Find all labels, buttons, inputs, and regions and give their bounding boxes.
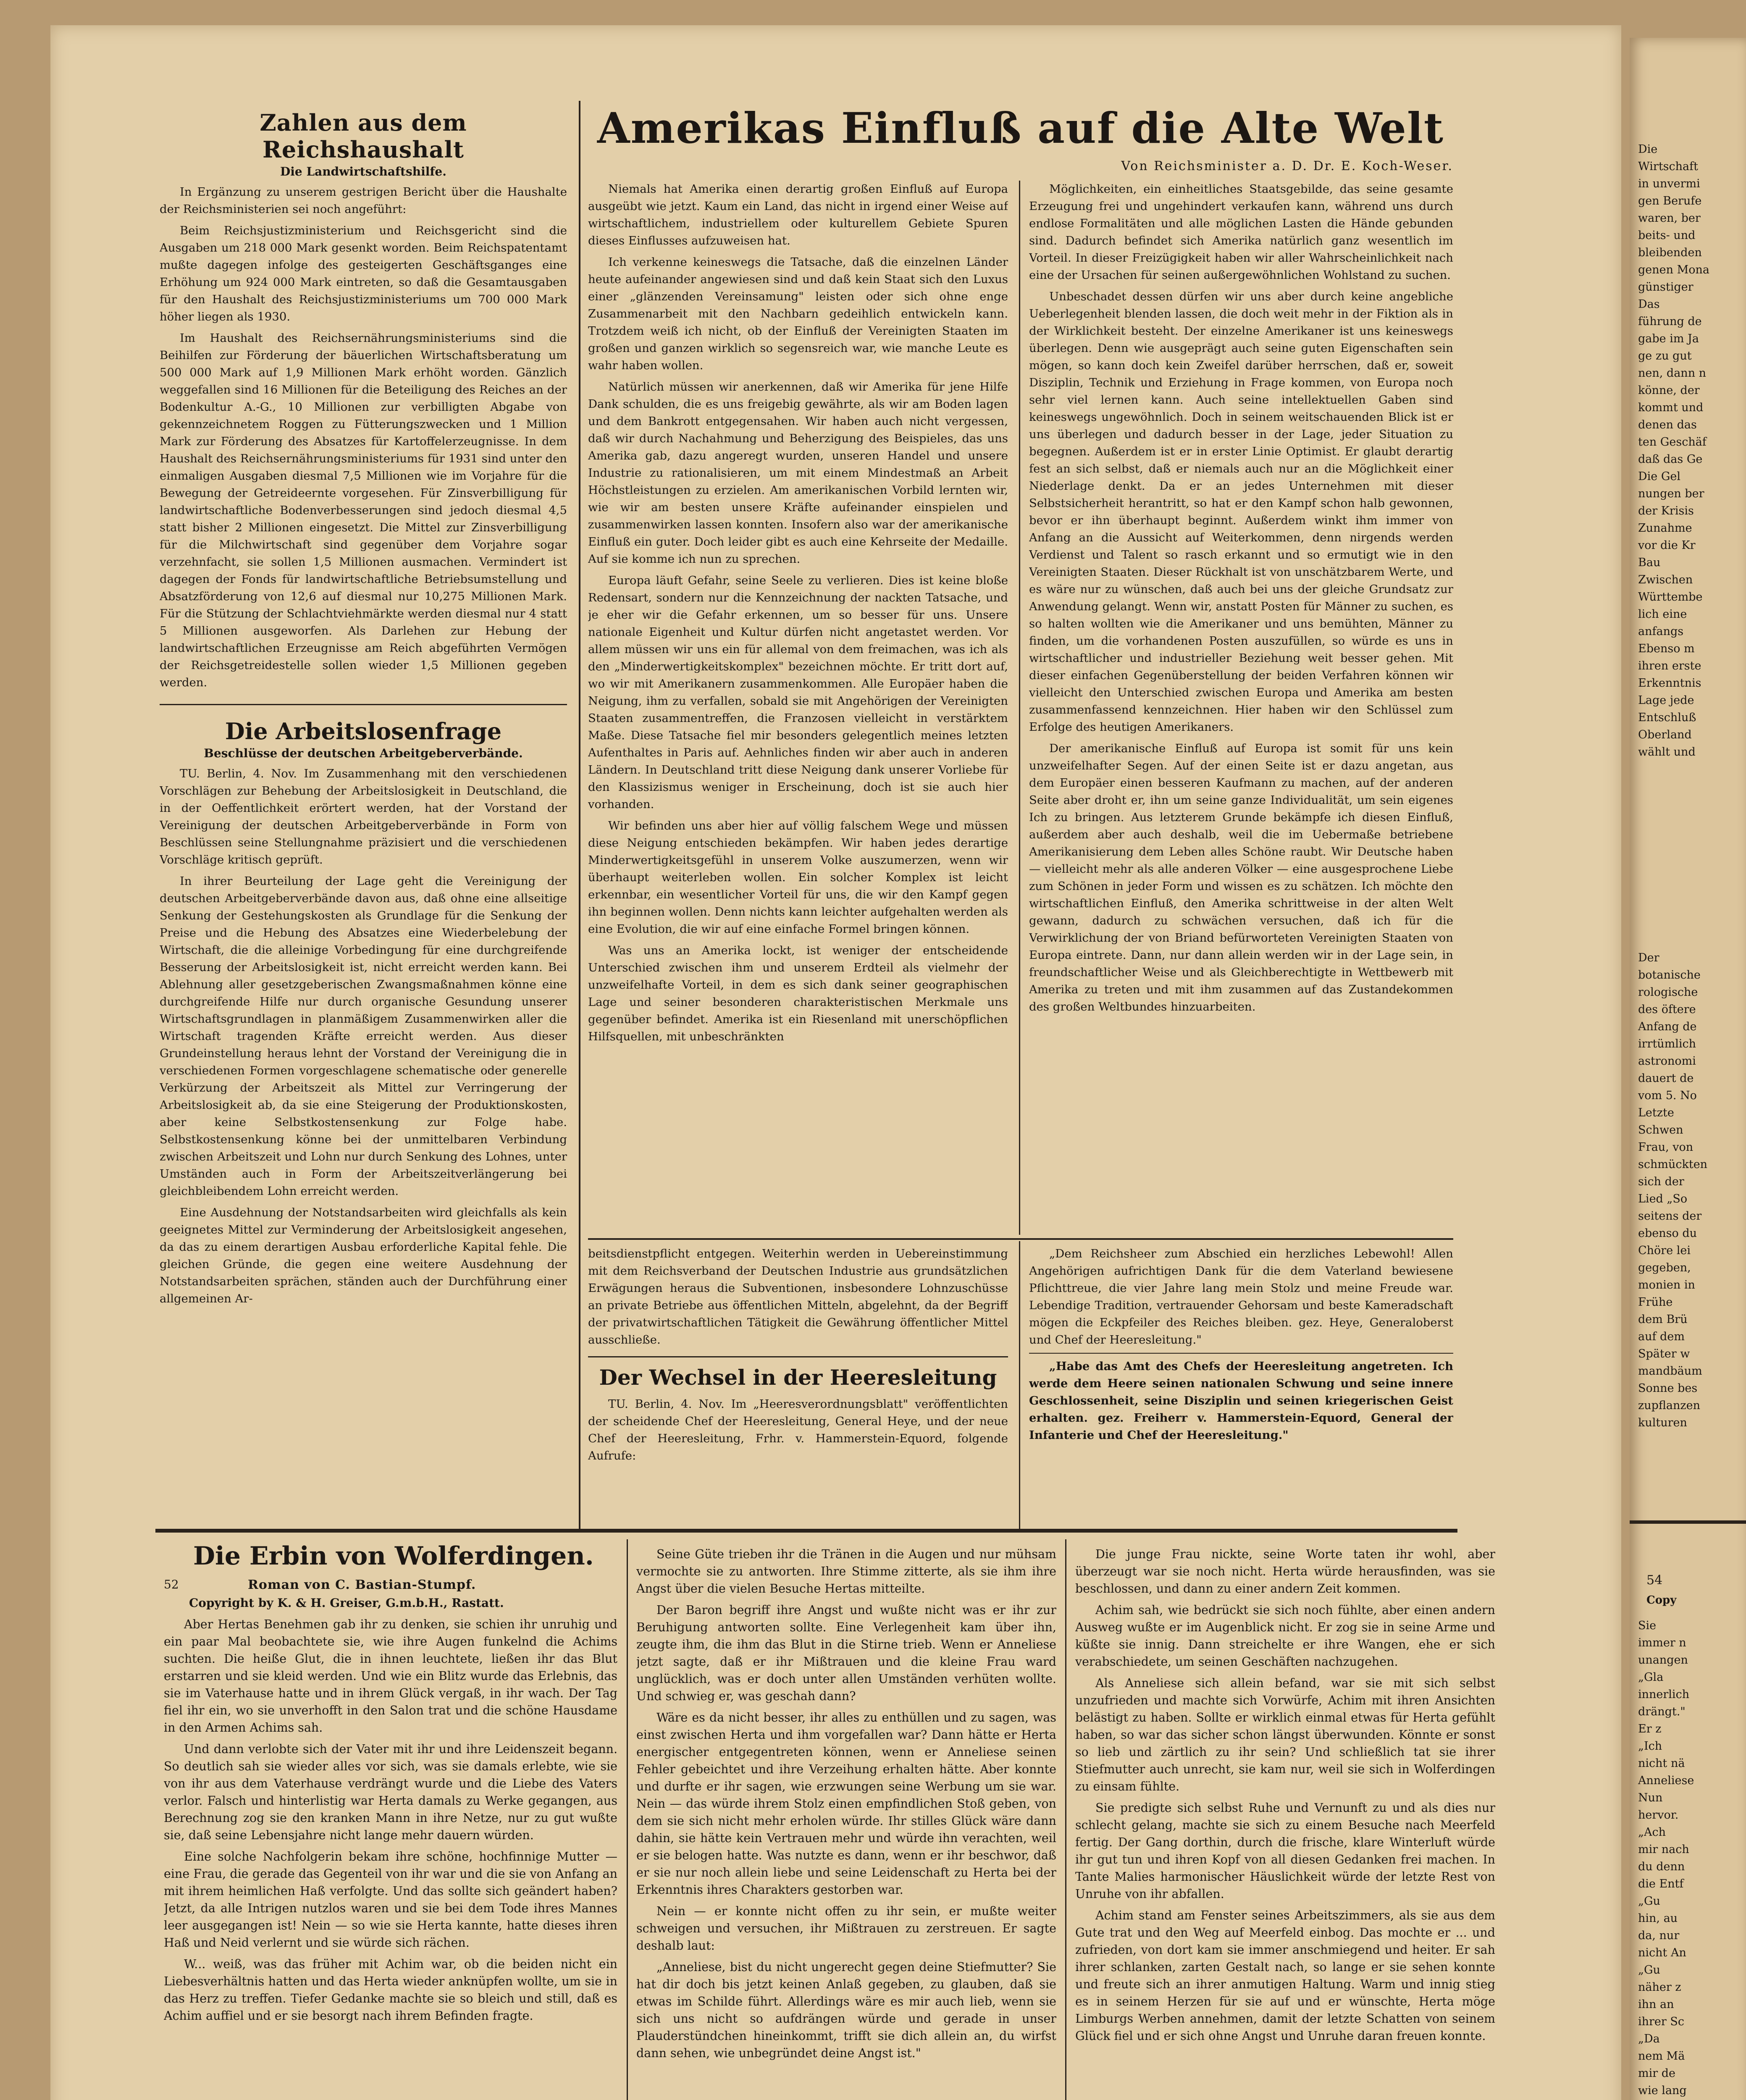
facing-page-line: dauert de (1638, 1072, 1694, 1085)
facing-page-line: ihren erste (1638, 659, 1701, 672)
paragraph: Beim Reichsjustizministerium und Reichsgericht sind die Ausgaben um 218 000 Mark gesenkt worden. Beim Reichspatentamt mußte dagegen infolge des gesteigerten Geschäftsganges eine Erhöhung um 924 000 Mark eintreten, so daß die Gesamtausgaben für den Haushalt des Reichsjustizministeriums um 700 000 Mark höher liegen als 1930. (160, 224, 567, 323)
paragraph: In Ergänzung zu unserem gestrigen Bericht über die Haushalte der Reichsministerien sei noch angeführt: (160, 185, 567, 216)
facing-page-line: vom 5. No (1638, 1089, 1697, 1102)
facing-page-line: gabe im Ja (1638, 332, 1699, 345)
roman-author: Roman von C. Bastian-Stumpf. (248, 1578, 476, 1592)
headline-amerikas-einfluss: Amerikas Einfluß auf die Alte Welt (597, 103, 1444, 153)
quote-heye: „Dem Reichsheer zum Abschied ein herzliches Lebewohl! Allen Angehörigen aufrichtigen Dank für die dem Vaterland bewiesene Pflichttreue, die vier Jahre lang mein Stolz und meine Freude war. Lebendige Tradition, vertrauender Gehorsam und beste Kameradschaft mögen die Eckpfeiler des Reiches bleiben. gez. Heye, Generaloberst und Chef der Heeresleitung." (1029, 1247, 1453, 1347)
column-rule (579, 101, 580, 1529)
facing-page-line: immer n (1638, 1636, 1686, 1649)
facing-page-text-bottom (1638, 1617, 1694, 2100)
facing-page-line: Er z (1638, 1722, 1662, 1735)
facing-page-line: Württembe (1638, 591, 1703, 604)
facing-page-line: „Ach (1638, 1826, 1666, 1839)
paragraph: Niemals hat Amerika einen derartig großen Einfluß auf Europa ausgeübt wie jetzt. Kaum ein Land, das nicht in irgend einer Weise auf wirtschaftlichem, industriellem oder kulturellem Gebiete Spuren dieses Einflusses aufzuweisen hat. (588, 182, 1008, 247)
roman-column-1 (164, 1541, 617, 2100)
paragraph: Sie predigte sich selbst Ruhe und Vernunft zu und als dies nur schlecht gelang, machte sie sich zu einem Besuche nach Meerfeld fertig. Der Gang dorthin, durch die frische, klare Winterluft würde ihr gut tun und ihren Kopf von all diesen Gedanken frei machen. In Tante Malies harmonischer Häuslichkeit würde der letzte Rest von Unruhe von ihr abfallen. (1075, 1801, 1495, 1901)
facing-page-line: seitens der (1638, 1210, 1702, 1223)
paragraph: In ihrer Beurteilung der Lage geht die Vereinigung der deutschen Arbeitgeberverbände davon aus, daß ohne eine allseitige Senkung der Gestehungskosten als Grundlage für die Senkung der Preise und die Hebung des Absatzes eine Wiederbelebung der Wirtschaft, die die alleinige Vorbedingung für eine durchgreifende Besserung der Arbeitslosigkeit ist, nicht erreicht werden kann. Bei Ablehnung aller gesetzgeberischen Zwangsmaßnahmen könne eine durchgreifende Hilfe nur durch organische Gesundung unserer Wirtschaftsgrundlagen in planmäßigem Zusammenwirken aller die Wirtschaft tragenden Kräfte erreicht werden. Aus dieser Grundeinstellung heraus lehnt der Vorstand der Vereinigung die in verschiedenen Formen vorgeschlagene schematische oder generelle Verkürzung der Arbeitszeit als Mittel zur Verringerung der Arbeitslosigkeit ab, da sie eine Steigerung der Produktionskosten, aber keine Selbstkostensenkung zur Folge habe. Selbstkostensenkung könne bei der unmittelbaren Verbindung zwischen Arbeitszeit und Lohn nur durch Senkung des Lohnes, unter Umständen auch in Form der Arbeitszeitverlängerung bei gleichbleibendem Lohn erreicht werden. (160, 874, 567, 1198)
article-end-rule (588, 1238, 1453, 1240)
column-aufrufe (1029, 1245, 1453, 1531)
facing-page-line: beits- und (1638, 229, 1696, 242)
column-rule (1019, 181, 1020, 1235)
facing-page-line: Zwischen (1638, 573, 1693, 586)
facing-page-line: Bau (1638, 556, 1661, 569)
roman-title: Die Erbin von Wolferdingen. (193, 1541, 594, 1571)
facing-page-line: monien in (1638, 1278, 1695, 1292)
facing-page-line: Entschluß (1638, 711, 1696, 724)
paragraph: Achim stand am Fenster seines Arbeitszimmers, als sie aus dem Gute trat und den Weg auf Meerfeld einbog. Das mochte er ... und zufrieden, von dort kam sie immer anschmiegend und heiter. Er sah ihrer schlanken, zarten Gestalt nach, so lange er sie sehen konnte und freute sich an ihrer anmutigen Haltung. Warm und innig stieg es in seinem Herzen für sie auf und er wünschte, Herta möge Limburgs Werben annehmen, damit der letzte Schatten von seinem Glück fiel und er sich ohne Angst und Unruhe daran freuen konnte. (1075, 1908, 1495, 2043)
facing-page (1630, 38, 1746, 2100)
facing-page-line: astronomi (1638, 1055, 1696, 1068)
quote-hammerstein: „Habe das Amt des Chefs der Heeresleitung angetreten. Ich werde dem Heere seinen nationalen Schwung und seine innere Geschlossenheit, seine Disziplin und seinen kriegerischen Geist erhalten. gez. Freiherr v. Hammerstein-Equord, General der Infanterie und Chef der Heeresleitung." (1029, 1360, 1453, 1442)
facing-page-line: genen Mona (1638, 263, 1709, 276)
facing-page-line: rologische (1638, 986, 1698, 999)
facing-page-line: kulturen (1638, 1416, 1687, 1429)
paragraph: „Anneliese, bist du nicht ungerecht gegen deine Stiefmutter? Sie hat dir doch bis jetzt keinen Anlaß gegeben, zu glauben, daß sie etwas im Schilde führt. Allerdings wäre es mir auch lieb, wenn sie sich uns nicht so aufdrängen würde und gerade in unser Plauderstündchen hineinkommt, trifft sie dich allein an, du wirfst dann sehen, wie unbegründet deine Angst ist." (636, 1960, 1056, 2060)
facing-page-line: hervor. (1638, 1809, 1679, 1822)
roman-copyright: Copyright by K. & H. Greiser, G.m.b.H., Rastatt. (189, 1596, 504, 1610)
facing-page-line: vor die Kr (1638, 539, 1696, 552)
facing-page-line: mir nach (1638, 1843, 1689, 1856)
feuilleton-rule (155, 1529, 1457, 1533)
facing-page-text-middle (1638, 949, 1707, 1431)
facing-page-line: hin, au (1638, 1912, 1678, 1925)
facing-page-line: nem Mä (1638, 2050, 1685, 2063)
column-continuation (588, 1245, 1008, 1531)
facing-page-line: bleibenden (1638, 246, 1702, 259)
facing-page-line: ebenso du (1638, 1227, 1697, 1240)
headline-reichshaushalt: Zahlen aus dem Reichshaushalt (260, 109, 467, 163)
paragraph: Der amerikanische Einfluß auf Europa ist somit für uns kein unzweifelhafter Segen. Auf der einen Seite ist er dazu angetan, aus dem Europäer einen besseren Kaufmann zu machen, auf der anderen Seite aber droht er, ihn um seine ganze Individualität, um sein eigenes Ich zu bringen. Aus letzterem Grunde bekämpfe ich diesen Einfluß, außerdem aber auch deshalb, weil die im Uebermaße betriebene Amerikanisierung dem Leben alles Schöne raubt. Wir Deutsche haben — vielleicht mehr als alle anderen Völker — eine ausgesprochene Liebe zum Schönen in jeder Form und wissen es zu schätzen. Ich möchte den wirtschaftlichen Einfluß, den Amerika schrittweise in der alten Welt gewann, dadurch zu schwächen versuchen, daß ich für die Verwirklichung der von Briand befürworteten Vereinigten Staaten von Europa eintrete. Dann, nur dann allein werden wir in der Lage sein, in freundschaftlicher Weise und als Gleichberechtigte in Wettbewerb mit Amerika zu treten und mit ihm zusammen auf das Zustandekommen des großen Weltbundes hinzuarbeiten. (1029, 742, 1453, 1013)
facing-page-line: innerlich (1638, 1688, 1690, 1701)
facing-page-line: der Krisis (1638, 504, 1694, 517)
facing-page-line: „Gu (1638, 1964, 1660, 1977)
facing-page-line: Der (1638, 951, 1659, 964)
facing-page-line: Schwen (1638, 1124, 1683, 1137)
facing-page-line: Wirtschaft (1638, 160, 1698, 173)
roman-installment-number: 52 (164, 1578, 179, 1591)
facing-page-line: botanische (1638, 969, 1701, 982)
facing-page-line: „Gu (1638, 1895, 1660, 1908)
facing-page-line: auf dem (1638, 1330, 1685, 1343)
facing-page-line: ten Geschäf (1638, 436, 1707, 449)
facing-page-line: nicht An (1638, 1946, 1686, 1959)
facing-page-line: dem Brü (1638, 1313, 1688, 1326)
facing-page-line: ihn an (1638, 1998, 1674, 2011)
subheadline-arbeitgeberverbaende: Beschlüsse der deutschen Arbeitgeberverbände. (204, 746, 523, 760)
facing-page-line: nicht nä (1638, 1757, 1685, 1770)
article-column-left (588, 181, 1008, 1231)
facing-page-line: zupflanzen (1638, 1399, 1700, 1412)
facing-page-line: Lied „So (1638, 1192, 1688, 1205)
facing-page-line: gen Berufe (1638, 194, 1702, 207)
paragraph: Was uns an Amerika lockt, ist weniger der entscheidende Unterschied zwischen ihm und unserem Erdteil als vielmehr der unzweifelhafte Vorteil, in dem es sich dank seiner geographischen Lage und seiner besonderen charakteristischen Merkmale uns gegenüber befindet. Amerika ist ein Riesenland mit unerschöpflichen Hilfsquellen, mit unbeschränkten (588, 944, 1008, 1043)
paragraph: Und dann verlobte sich der Vater mit ihr und ihre Leidenszeit begann. So deutlich sah sie wieder alles vor sich, was sie damals erlebte, wie sie von ihr aus dem Vaterhause verdrängt wurde und die Liebe des Vaters verlor. Falsch und hinterlistig war Herta damals zu Werke gegangen, aus Berechnung zog sie den kranken Mann in ihre Netze, nur zu gut wußte sie, daß seine Lebensjahre nicht lange mehr dauern würden. (164, 1742, 617, 1842)
facing-page-line: anfangs (1638, 625, 1684, 638)
paragraph: Europa läuft Gefahr, seine Seele zu verlieren. Dies ist keine bloße Redensart, sondern nur die Kennzeichnung der nackten Tatsache, und je eher wir die Gefahr erkennen, um so besser für uns. Unsere nationale Eigenheit und Kultur dürfen nicht angetastet werden. Vor allem müssen wir uns ein für allemal von dem freimachen, was ich als den „Minderwertigkeitskomplex" bezeichnen möchte. Er tritt dort auf, wo wir mit Amerikanern zusammenkommen. Alle Europäer haben die Neigung, ihm zu verfallen, sobald sie mit Angehörigen der Vereinigten Staaten zusammentreffen, die Franzosen vielleicht in verstärktem Maße. Diese Tatsache fiel mir besonders gelegentlich meines letzten Aufenthaltes in Paris auf. Aehnliches finden wir aber auch in anderen Ländern. In Deutschland tritt diese Neigung dank unserer Vorliebe für den Klassizismus weniger in Erscheinung, doch ist sie auch hier vorhanden. (588, 574, 1008, 811)
headline-heeresleitung: Der Wechsel in der Heeresleitung (599, 1365, 997, 1390)
facing-page-line: daß das Ge (1638, 453, 1703, 466)
column-rule (1019, 1241, 1020, 1531)
paragraph: Der Baron begriff ihre Angst und wußte nicht was er ihr zur Beruhigung antworten sollte. Eine Verlegenheit kam über ihn, zeugte ihm, die ihm das Blut in die Stirne trieb. Wenn er Anneliese jetzt sagte, daß er ihr Mißtrauen und die kleine Frau ward unglücklich, was er doch unter allen Umständen verhüten wollte. Und schwieg er, was geschah dann? (636, 1603, 1056, 1703)
facing-page-line: könne, der (1638, 384, 1700, 397)
facing-page-line: sich der (1638, 1175, 1684, 1188)
facing-page-line: näher z (1638, 1981, 1681, 1994)
facing-page-line: wählt und (1638, 746, 1696, 759)
facing-page-line: in unvermi (1638, 177, 1700, 190)
facing-page-line: Die (1638, 143, 1658, 156)
facing-page-line: ihrer Sc (1638, 2015, 1685, 2028)
roman-column-2 (636, 1546, 1056, 2100)
facing-page-line: Die Gel (1638, 470, 1681, 483)
paragraph: Nein — er konnte nicht offen zu ihr sein, er mußte weiter schweigen und versuchen, ihr Mißtrauen zu zerstreuen. Er sagte deshalb laut: (636, 1904, 1056, 1953)
facing-page-line: „Gla (1638, 1671, 1664, 1684)
column-rule (627, 1539, 628, 2100)
paragraph: Wäre es da nicht besser, ihr alles zu enthüllen und zu sagen, was einst zwischen Herta und ihm vorgefallen war? Dann hätte er Herta energischer entgegentreten können, wenn er Anneliese seinen Fehler gebeichtet und ihre Verzeihung erhalten hätte. Aber konnte und durfte er ihr sagen, wie erzwungen seine Werbung um sie war. Nein — das würde ihrem Stolz einen empfindlichen Stoß geben, von dem sie sich nicht mehr erholen würde. Ihr stilles Glück wäre dann dahin, sie hätte kein Vertrauen mehr und würde ihn verachten, weil er sie belogen hatte. Was nutzte es dann, wenn er ihr beschwor, daß er sie nur noch allein liebe und seine Leidenschaft zu Herta bei der Erkenntnis ihres Charakters gestorben war. (636, 1711, 1056, 1897)
facing-page-line: gegeben, (1638, 1261, 1691, 1274)
facing-page-line: irrtümlich (1638, 1037, 1696, 1050)
paragraph: Natürlich müssen wir anerkennen, daß wir Amerika für jene Hilfe Dank schulden, die es uns freigebig gewährte, als wir am Boden lagen und dem Bankrott entgegensahen. Wir haben auch nicht vergessen, daß wir durch Nachahmung und Beherzigung des Beispieles, das uns Amerika gab, dazu angeregt wurden, unseren Handel und unsere Industrie zu rationalisieren, um mit einem Mindestmaß an Arbeit Höchstleistungen zu erzielen. Am amerikanischen Vorbild lernten wir, wie wir am besten unsere Kräfte aufeinander einspielen und zusammenwirken lassen konnten. Insofern also war der amerikanische Einfluß ein guter. Doch leider gibt es auch eine Kehrseite der Medaille. Auf sie komme ich nun zu sprechen. (588, 380, 1008, 566)
facing-page-line: Oberland (1638, 728, 1692, 741)
facing-page-line: Das (1638, 298, 1660, 311)
paragraph: TU. Berlin, 4. Nov. Im Zusammenhang mit den verschiedenen Vorschlägen zur Behebung der Arbeitslosigkeit in Deutschland, die in der Oeffentlichkeit erörtert werden, hat der Vorstand der Vereinigung der deutschen Arbeitgeberverbände in Form von Beschlüssen seine Stellungnahme präzisiert und die verschiedenen Vorschläge kritisch geprüft. (160, 767, 567, 866)
facing-page-line: nungen ber (1638, 487, 1704, 500)
facing-page-line: waren, ber (1638, 212, 1701, 225)
facing-page-line: du denn (1638, 1860, 1685, 1873)
facing-page-line: denen das (1638, 418, 1697, 431)
paragraph: Wir befinden uns aber hier auf völlig falschem Wege und müssen diese Neigung entschieden bekämpfen. Wir haben jedes derartige Minderwertigkeitsgefühl in unserem Volke auszumerzen, wenn wir überhaupt weiterleben wollen. Ein solcher Komplex ist leicht erkennbar, ein wesentlicher Vorteil für uns, die wir den Kampf gegen ihn beginnen wollen. Denn nichts kann leichter aufgehalten werden als eine Evolution, die wir auf eine einfache Formel bringen können. (588, 819, 1008, 936)
section-divider (588, 1356, 1008, 1357)
facing-page-line: mandbäum (1638, 1365, 1702, 1378)
facing-page-line: Nun (1638, 1791, 1663, 1804)
facing-page-line: Erkenntnis (1638, 677, 1701, 690)
paragraph: Aber Hertas Benehmen gab ihr zu denken, sie schien ihr unruhig und ein paar Mal beobachtete sie, wie ihre Augen funkelnd die Achims suchten. Die heiße Glut, die in ihnen leuchtete, ließen ihr das Blut erstarren und sie kleid werden. Und wie ein Blitz wurde das Erlebnis, das sie im Vaterhause hatte und in ihrem Glück vergaß, in ihr wach. Der Tag fiel ihr ein, wo sie unverhofft in den Salon trat und die schöne Hausdame in den Armen Achims sah. (164, 1617, 617, 1735)
roman-column-3 (1075, 1546, 1495, 2100)
facing-page-line: nen, dann n (1638, 367, 1707, 380)
facing-page-line: wie lang (1638, 2084, 1687, 2097)
facing-page-line: Frau, von (1638, 1141, 1693, 1154)
paragraph: Möglichkeiten, ein einheitliches Staatsgebilde, das seine gesamte Erzeugung frei und ungehindert verkaufen kann, während uns durch endlose Formalitäten und alle möglichen Lasten die Hände gebunden sind. Dadurch befindet sich Amerika natürlich ganz wesentlich im Vorteil. In dieser Freizügigkeit haben wir aller Wahrscheinlichkeit nach eine der Ursachen für seinen außergewöhnlichen Wohlstand zu suchen. (1029, 182, 1453, 282)
byline: Von Reichsminister a. D. Dr. E. Koch-Weser. (1121, 159, 1453, 173)
facing-page-line: schmückten (1638, 1158, 1708, 1171)
facing-page-line: günstiger (1638, 281, 1693, 294)
facing-page-line: unangen (1638, 1654, 1688, 1667)
article-column-right (1029, 181, 1453, 1231)
facing-page-line: kommt und (1638, 401, 1704, 414)
facing-page-line: Lage jede (1638, 694, 1694, 707)
facing-page-line: Anfang de (1638, 1020, 1697, 1033)
facing-page-line: Sie (1638, 1619, 1657, 1632)
facing-page-line: Anneliese (1638, 1774, 1694, 1787)
facing-page-line: Später w (1638, 1347, 1690, 1360)
facing-page-line: des öftere (1638, 1003, 1696, 1016)
column-rule (1065, 1539, 1066, 2100)
paragraph: Die junge Frau nickte, seine Worte taten ihr wohl, aber überzeugt war sie noch nicht. Herta würde herausfinden, was sie beschlossen, und dann zu einer andern Zeit kommen. (1075, 1547, 1495, 1596)
facing-page-line: Chöre lei (1638, 1244, 1691, 1257)
quote-divider (1029, 1353, 1453, 1354)
facing-page-line: Zunahme (1638, 522, 1692, 535)
paragraph: Eine solche Nachfolgerin bekam ihre schöne, hochfinnige Mutter — eine Frau, die gerade das Gegenteil von ihr war und die sie von Anfang an mit ihrem heimlichen Haß verfolgte. Und das sollte sich geändert haben? Jetzt, da alle Intrigen nutzlos waren und sie bei dem Tode ihres Mannes leer ausgegangen ist! Nein — so wie sie Herta kannte, hatte dieses ihren Haß und Neid verlernt und sie würde sich rächen. (164, 1850, 617, 1950)
section-divider (160, 704, 567, 705)
facing-page-number: 54 (1646, 1573, 1663, 1588)
facing-page-line: Frühe (1638, 1296, 1673, 1309)
paragraph: TU. Berlin, 4. Nov. Im „Heeresverordnungsblatt" veröffentlichten der scheidende Chef der Heeresleitung, General Heye, und der neue Chef der Heeresleitung, Frhr. v. Hammerstein-Equord, folgende Aufrufe: (588, 1397, 1008, 1462)
facing-page-rule (1630, 1520, 1746, 1524)
paragraph: Als Anneliese sich allein befand, war sie mit sich selbst unzufrieden und machte sich Vorwürfe, Achim mit ihren Ansichten belästigt zu haben. Sollte er wirklich einmal etwas für Herta gefühlt haben, so war das sicher schon längst überwunden. Könnte er sonst so lieb und zärtlich zu ihr sein? Und schließlich tat sie ihrer Stiefmutter auch unrecht, sie kam nur, weil sie sich in Wolferdingen zu einsam fühlte. (1075, 1676, 1495, 1793)
paragraph: Unbeschadet dessen dürfen wir uns aber durch keine angebliche Ueberlegenheit blenden lassen, die doch weit mehr in der Fiktion als in der Wirklichkeit besteht. Der einzelne Amerikaner ist uns keineswegs überlegen. Denn wie ausgeprägt auch seine guten Eigenschaften sein mögen, so kann doch kein Zweifel darüber herrschen, daß er, soweit Disziplin, Technik und Erziehung in Frage kommen, von Europa noch sehr viel lernen kann. Auch seine intellektuellen Gaben sind keineswegs ungewöhnlich. Doch in seinem weitschauenden Blick ist er uns überlegen und dadurch besser in der Lage, jeder Situation zu begegnen. Außerdem ist er in erster Linie Optimist. Er glaubt derartig fest an sich selbst, daß er niemals auch nur an die Möglichkeit einer Niederlage denkt. Da er an jedes Unternehmen mit dieser Selbstsicherheit herantritt, so hat er den Kampf schon halb gewonnen, bevor er ihn überhaupt beginnt. Außerdem winkt ihm immer von Anfang an die Aussicht auf Weiterkommen, denn nirgends werden Verdienst und Talent so rasch erkannt und so ermutigt wie in den Vereinigten Staaten. Dieser Rückhalt ist von unschätzbarem Werte, und es wäre nur zu wünschen, daß auch bei uns der gleiche Grundsatz zur Anwendung gelangt. Wenn wir, anstatt Posten für Männer zu suchen, es so halten wollten wie die Amerikaner und uns bemühten, Männer zu finden, um die vorhandenen Posten auszufüllen, so würde es uns in wirtschaftlicher und industrieller Beziehung weit besser gehen. Mit dieser einfachen Gegenüberstellung der beiden Verfahren können wir vielleicht den Unterschied zwischen Europa und Amerika am besten zusammenfassend kennzeichnen. Hier haben wir den Schlüssel zum Erfolge des heutigen Amerikaners. (1029, 290, 1453, 734)
headline-arbeitslosenfrage: Die Arbeitslosenfrage (225, 718, 502, 745)
facing-page-copyright: Copy (1646, 1594, 1677, 1606)
paragraph: Achim sah, wie bedrückt sie sich noch fühlte, aber einen andern Ausweg wußte er im Augenblick nicht. Er zog sie in seine Arme und küßte sie innig. Dann streichelte er ihre Wangen, ehe er sich verabschiedete, um seinen Geschäften nachzugehen. (1075, 1603, 1495, 1669)
facing-page-line: lich eine (1638, 608, 1687, 621)
facing-page-line: führung de (1638, 315, 1702, 328)
facing-page-line: „Da (1638, 2032, 1660, 2045)
paragraph: Seine Güte trieben ihr die Tränen in die Augen und nur mühsam vermochte sie zu antworten. Ihre Stimme zitterte, als sie ihm ihre Angst über die vielen Besuche Hertas mitteilte. (636, 1547, 1056, 1596)
column-reichshaushalt (160, 105, 567, 1529)
facing-page-line: ge zu gut (1638, 349, 1692, 362)
subheadline-landwirtschaftshilfe: Die Landwirtschaftshilfe. (280, 165, 446, 178)
facing-page-line: Ebenso m (1638, 642, 1695, 655)
facing-page-line: die Entf (1638, 1877, 1684, 1890)
facing-page-line: mir de (1638, 2067, 1675, 2080)
facing-page-line: „Ich (1638, 1740, 1662, 1753)
facing-page-line: da, nur (1638, 1929, 1680, 1942)
facing-page-line: Sonne bes (1638, 1382, 1698, 1395)
facing-page-text-top (1638, 141, 1709, 761)
paragraph: Im Haushalt des Reichsernährungsministeriums sind die Beihilfen zur Förderung der bäuerlichen Wirtschaftsberatung um 500 000 Mark auf 1,9 Millionen Mark erhöht worden. Gänzlich weggefallen sind 16 Millionen für die Beteiligung des Reiches an der Bodenkultur A.-G., 10 Millionen zur verbilligten Abgabe von gekennzeichnetem Roggen zu Fütterungszwecken und 1 Million Mark zur Förderung des Absatzes für Kartoffelerzeugnisse. In dem Haushalt des Reichsernährungsministeriums für 1931 sind unter den einmaligen Ausgaben diesmal 7,5 Millionen wie im Vorjahre für die Bewegung der Getreideernte vorgesehen. Für Zinsverbilligung für landwirtschaftliche Bodenverbesserungen sind jedoch diesmal 4,5 statt bisher 2 Millionen eingesetzt. Die Mittel zur Zinsverbilligung für die Milchwirtschaft sind gegenüber dem Vorjahre sogar verzehnfacht, sie sollen 1,5 Millionen ausmachen. Vermindert ist dagegen der Fonds für landwirtschaftliche Betriebsumstellung und Absatzförderung von 12,6 auf diesmal nur 10,275 Millionen Mark. Für die Stützung der Schlachtviehmärkte werden diesmal nur 4 statt 5 Millionen ausgeworfen. Als Darlehen zur Hebung der landwirtschaftlichen Erzeugnisse am Reich abgeführten Vermögen der Reichsgetreidestelle sollen wieder 1,5 Millionen gegeben werden. (160, 331, 567, 689)
paragraph: Ich verkenne keineswegs die Tatsache, daß die einzelnen Länder heute aufeinander angewiesen sind und daß kein Staat sich den Luxus einer „glänzenden Vereinsamung" leisten oder sich ohne enge Zusammenarbeit mit den Nachbarn gedeihlich entwickeln kann. Trotzdem weiß ich nicht, ob der Einfluß der Vereinigten Staaten im großen und ganzen wirklich so segensreich war, wie manche Leute es wahr haben wollen. (588, 255, 1008, 372)
paragraph: Eine Ausdehnung der Notstandsarbeiten wird gleichfalls als kein geeignetes Mittel zur Verminderung der Arbeitslosigkeit angesehen, da das zu einem derartigen Ausbau erforderliche Kapital fehle. Die gleichen Gründe, die gegen eine weitere Ausdehnung der Notstandsarbeiten sprächen, ständen auch der Durchführung einer allgemeinen Ar- (160, 1206, 567, 1305)
facing-page-line: drängt." (1638, 1705, 1686, 1718)
paragraph: W... weiß, was das früher mit Achim war, ob die beiden nicht ein Liebesverhältnis hatten und das Herta wieder anknüpfen wollte, um sie in das Herz zu treffen. Tiefer Gedanke machte sie so bleich und still, daß es Achim auffiel und er sie besorgt nach ihrem Befinden fragte. (164, 1957, 617, 2023)
paragraph: beitsdienstpflicht entgegen. Weiterhin werden in Uebereinstimmung mit dem Reichsverband der Deutschen Industrie aus grundsätzlichen Erwägungen heraus die Subventionen, insbesondere Lohnzuschüsse an private Betriebe aus öffentlichen Mitteln, abgelehnt, da der Begriff der privatwirtschaftlichen Tätigkeit die Gewährung öffentlicher Mittel ausschließe. (588, 1247, 1008, 1347)
facing-page-line: Letzte (1638, 1106, 1674, 1119)
